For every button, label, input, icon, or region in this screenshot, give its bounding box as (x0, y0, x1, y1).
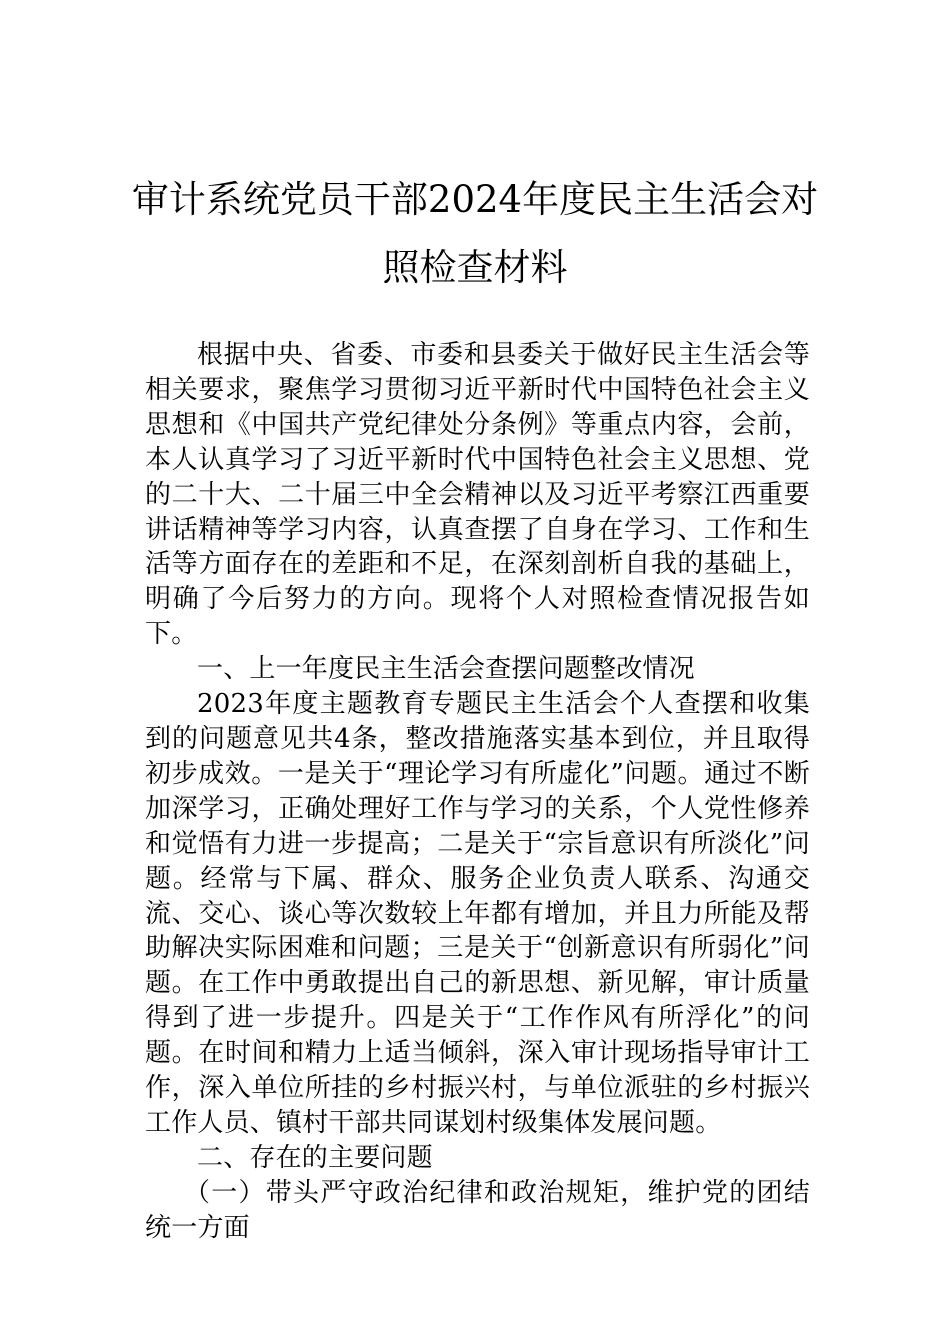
intro-paragraph: 根据中央、省委、市委和县委关于做好民主生活会等相关要求，聚焦学习贯彻习近平新时代中国特色社会主义思想和《中国共产党纪律处分条例》等重点内容，会前，本人认真学习了习近平新时代中国特色社会主义思想、党的二十大、二十届三中全会精神以及习近平考察江西重要讲话精神等学习内容，认真查摆了自身在学习、工作和生活等方面存在的差距和不足，在深刻剖析自我的基础上，明确了今后努力的方向。现将个人对照检查情况报告如下。 (145, 340, 810, 650)
section-heading-1: 一、上一年度民主生活会查摆问题整改情况 (197, 654, 695, 685)
section-heading-2: 二、存在的主要问题 (197, 1142, 433, 1173)
document-body (145, 338, 810, 1246)
document-title-line-1: 审计系统党员干部2024年度民主生活会对 (131, 178, 819, 221)
subsection-heading-1: （一）带头严守政治纪律和政治规矩，维护党的团结统一方面 (145, 1177, 810, 1243)
document-title-line-2: 照检查材料 (382, 246, 568, 289)
rectification-paragraph: 2023年度主题教育专题民主生活会个人查摆和收集到的问题意见共4条，整改措施落实基本到位，并且取得初步成效。一是关于“理论学习有所虚化”问题。通过不断加深学习，正确处理好工作与学习的关系，个人党性修养和觉悟有力进一步提高；二是关于“宗旨意识有所淡化”问题。经常与下属、群众、服务企业负责人联系、沟通交流、交心、谈心等次数较上年都有增加，并且力所能及帮助解决实际困难和问题；三是关于“创新意识有所弱化”问题。在工作中勇敢提出自己的新思想、新见解，审计质量得到了进一步提升。四是关于“工作作风有所浮化”的问题。在时间和精力上适当倾斜，深入审计现场指导审计工作，深入单位所挂的乡村振兴村，与单位派驻的乡村振兴工作人员、镇村干部共同谋划村级集体发展问题。 (145, 689, 810, 1138)
